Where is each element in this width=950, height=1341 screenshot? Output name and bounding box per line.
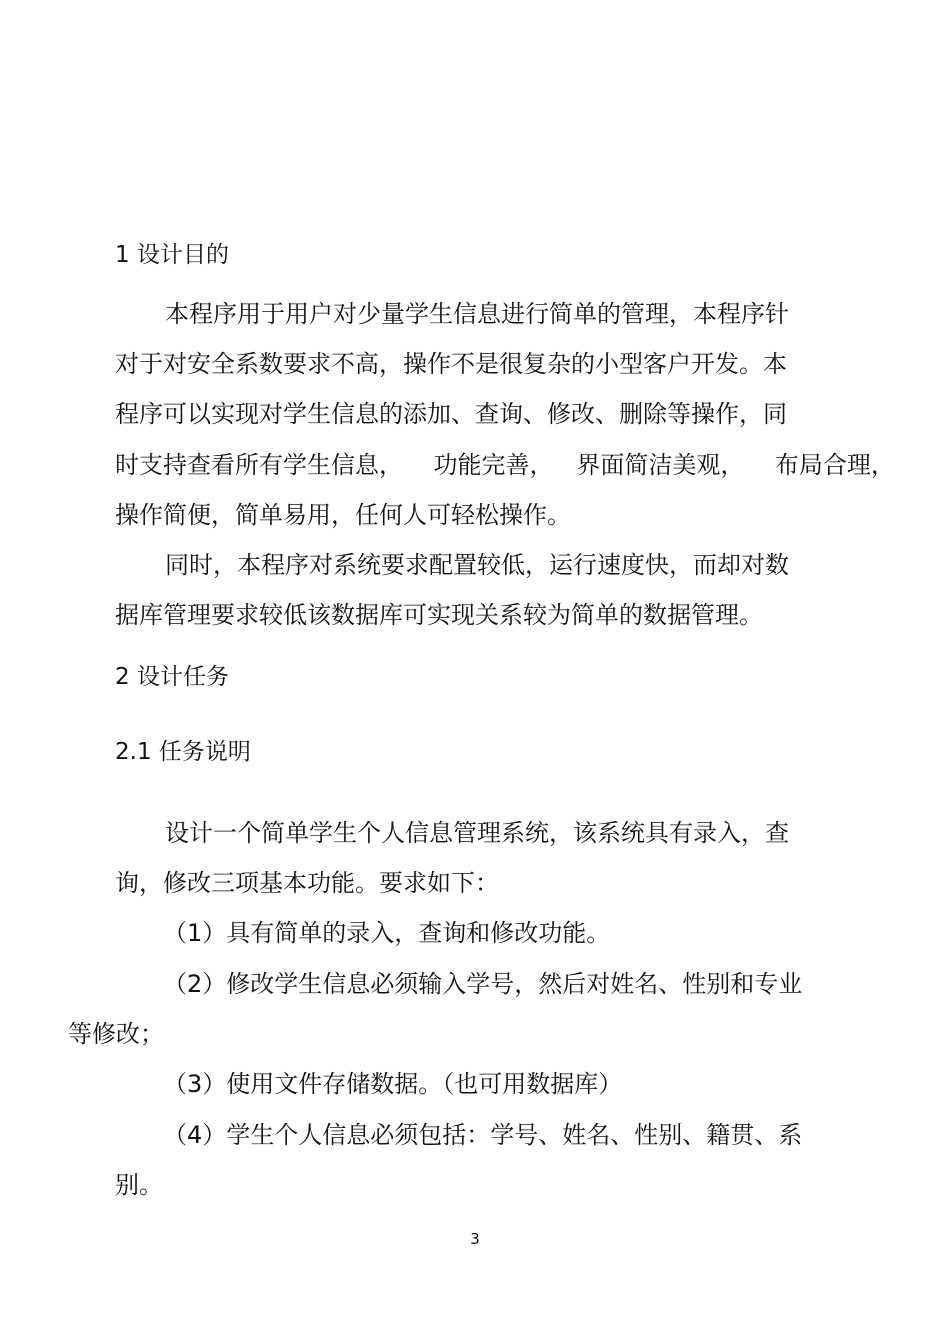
section-1-para-1-line-5: 操作简便，简单易用，任何人可轻松操作。 — [115, 501, 571, 529]
section-1-heading: 1 设计目的 — [115, 242, 229, 268]
requirement-4-line-2: 别。 — [115, 1171, 163, 1199]
section-1-para-1-line-2: 对于对安全系数要求不高，操作不是很复杂的小型客户开发。本 — [115, 350, 787, 378]
page-number: 3 — [470, 1230, 480, 1248]
section-1-para-1-line-4: 时支持查看所有学生信息， 功能完善， 界面简洁美观， 布局合理， — [115, 451, 895, 479]
section-1-para-2-line-2: 据库管理要求较低该数据库可实现关系较为简单的数据管理。 — [115, 601, 763, 629]
requirement-2-line-1: （2）修改学生信息必须输入学号，然后对姓名、性别和专业 — [163, 970, 803, 998]
requirement-3: （3）使用文件存储数据。（也可用数据库） — [163, 1070, 623, 1098]
section-1-para-2-line-1: 同时，本程序对系统要求配置较低，运行速度快，而却对数 — [165, 551, 789, 579]
section-1-para-1-line-1: 本程序用于用户对少量学生信息进行简单的管理，本程序针 — [165, 300, 789, 328]
requirement-4-line-1: （4）学生个人信息必须包括：学号、姓名、性别、籍贯、系 — [163, 1121, 803, 1149]
section-2-heading: 2 设计任务 — [115, 664, 229, 690]
section-2-para-1-line-1: 设计一个简单学生个人信息管理系统，该系统具有录入，查 — [165, 819, 789, 847]
section-2-para-1-line-2: 询，修改三项基本功能。要求如下： — [115, 869, 499, 897]
section-2-1-heading: 2.1 任务说明 — [115, 739, 251, 765]
requirement-2-line-2: 等修改； — [68, 1020, 164, 1048]
section-1-para-1-line-3: 程序可以实现对学生信息的添加、查询、修改、删除等操作，同 — [115, 400, 787, 428]
requirement-1: （1）具有简单的录入，查询和修改功能。 — [163, 919, 611, 947]
